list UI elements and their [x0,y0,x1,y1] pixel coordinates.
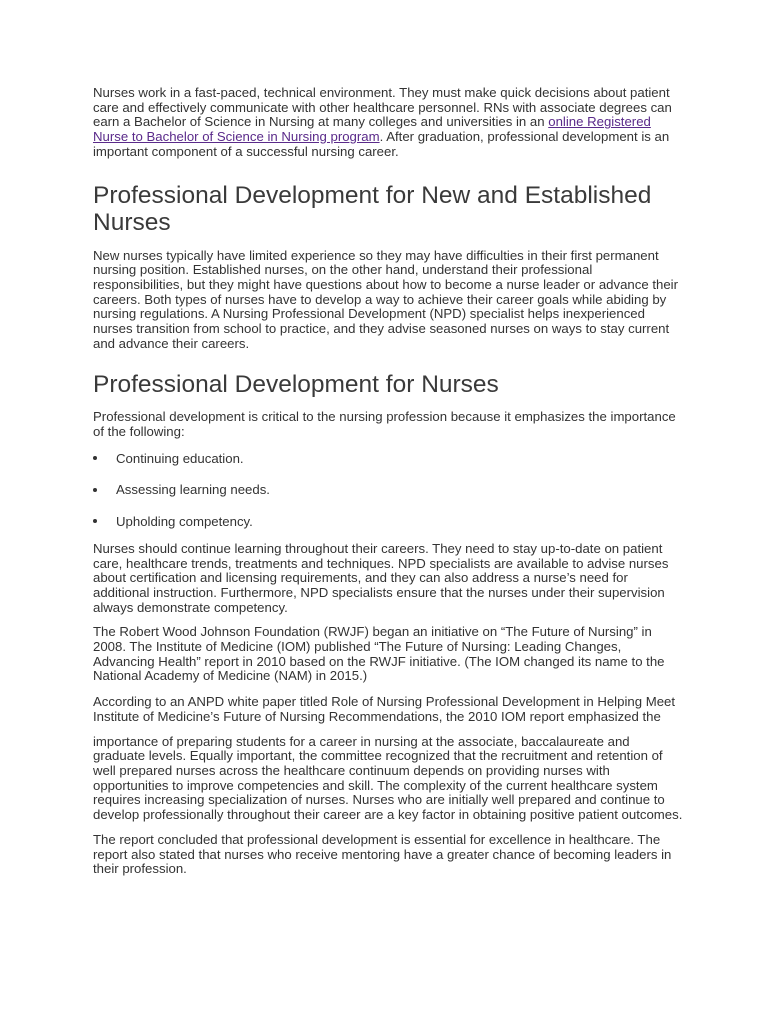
bullet-icon [93,488,97,492]
iom-report-quote-paragraph: importance of preparing students for a career in nursing at the associate, baccalaureate and graduate levels. Equally important, the committee recognized that the recruitment and retention of well prepared nurses across the healthcare continuum depends on providing nurses with opportunities to improve competencies and skill. The complexity of the current healthcare system requires increasing specialization of nurses. Nurses who are initially well prepared and continue to develop professionally throughout their career are a key factor in obtaining positive patient outcomes. [93,733,683,823]
bullet-item [93,451,683,466]
section2-intro-paragraph: Professional development is critical to the nursing profession because it emphasizes the importance of the following: [93,409,676,440]
bullet-text: Continuing education. [116,450,244,466]
bullet-item [93,482,683,497]
bullet-icon [93,456,97,460]
report-conclusion-paragraph: The report concluded that professional development is essential for excellence in healthcare. The report also stated that nurses who receive mentoring have a greater chance of becoming leaders in their profession. [93,831,672,877]
intro-text-after-link: . After graduation, professional development is an important component of a successful nursing career. [93,129,670,159]
intro-paragraph [93,86,683,160]
section2-heading: Professional Development for Nurses [93,371,499,399]
bullet-text: Assessing learning needs. [116,482,270,498]
bullet-item [93,514,683,529]
section1-heading: Professional Development for New and Established Nurses [93,181,652,236]
importance-bullet-list [93,451,683,529]
continuing-learning-paragraph: Nurses should continue learning throughout their careers. They need to stay up-to-date on patient care, healthcare trends, treatments and techniques. NPD specialists are available to advise nurses about certification and licensing requirements, and they can also address a nurse’s need for additional instruction. Furthermore, NPD specialists ensure that the nurses under their supervision always demonstrate competency. [93,540,669,615]
bullet-icon [93,519,97,523]
intro-text-before-link: Nurses work in a fast-paced, technical environment. They must make quick decisions about patient care and effectively communicate with other healthcare personnel. RNs with associate degrees can earn a Bachelor of Science in Nursing at many colleges and universities in an [93,85,672,130]
rn-to-bsn-program-link[interactable]: online Registered Nurse to Bachelor of Science in Nursing program [93,114,651,145]
section1-paragraph: New nurses typically have limited experience so they may have difficulties in their first permanent nursing position. Established nurses, on the other hand, understand their professional responsibilities, but they might have questions about how to become a nurse leader or advance their careers. Both types of nurses have to develop a way to achieve their career goals while abiding by nursing regulations. A Nursing Professional Development (NPD) specialist helps inexperienced nurses transition from school to practice, and they advise seasoned nurses on ways to stay current and advance their careers. [93,247,678,351]
bullet-text: Upholding competency. [116,513,253,529]
document-page [93,86,683,877]
anpd-white-paper-paragraph: According to an ANPD white paper titled Role of Nursing Professional Development in Helping Meet Institute of Medicine’s Future of Nursing Recommendations, the 2010 IOM report emphasized the [93,694,676,724]
rwjf-initiative-paragraph: The Robert Wood Johnson Foundation (RWJF) began an initiative on “The Future of Nursing” in 2008. The Institute of Medicine (IOM) published “The Future of Nursing: Leading Changes, Advancing Health” report in 2010 based on the RWJF initiative. (The IOM changed its name to the National Academy of Medicine (NAM) in 2015.) [93,624,665,684]
